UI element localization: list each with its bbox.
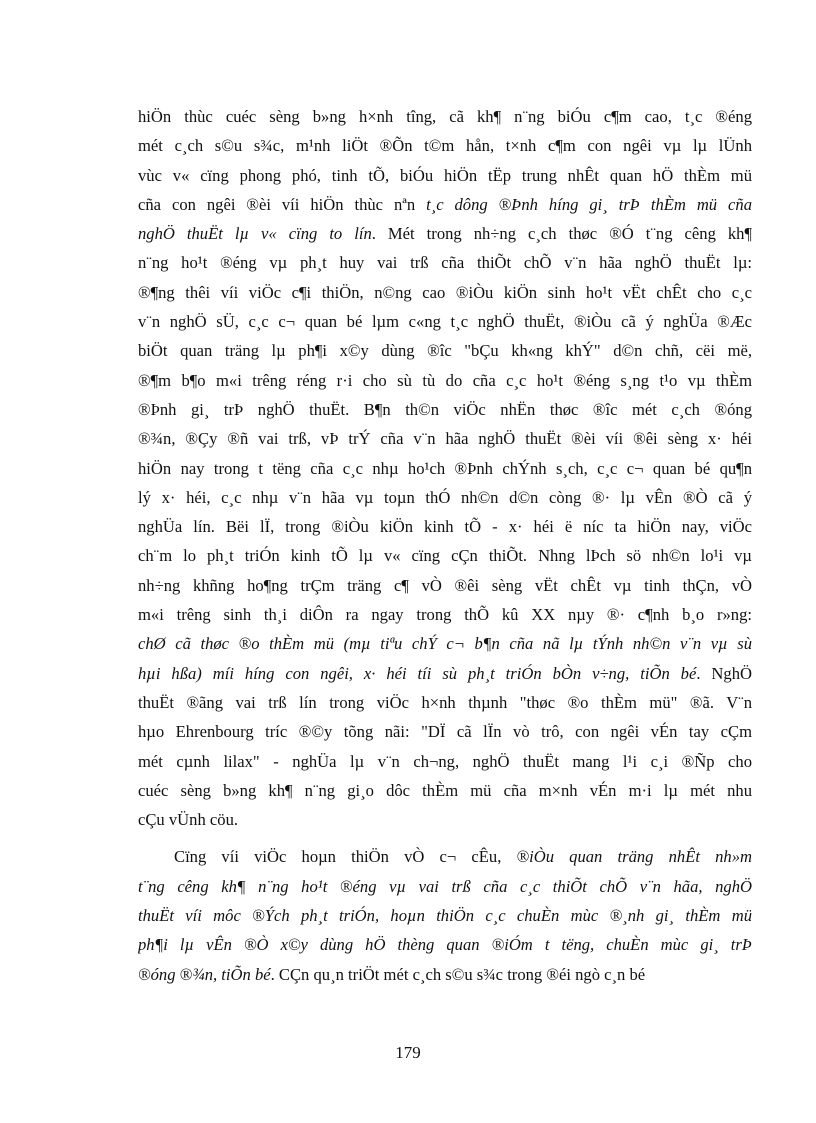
text-line: [138, 930, 752, 959]
text-run: ch¨m lo ph¸t triÓn kinh tÕ lµ v« cïng cÇn thiÕt. Nhng lÞch sö nh©n lo¹i vµ: [138, 546, 752, 566]
italic-text: nghÖ thuËt lµ v« cïng to lín: [138, 224, 372, 244]
text-run: vùc v« cïng phong phó, tinh tÕ, biÓu hiÖn tËp trung nhÊt quan hÖ thÈm mü: [138, 165, 752, 185]
italic-text: t¨ng cêng kh¶ n¨ng ho¹t ®éng vµ vai trß cña c¸c thiÕt chÕ v¨n hãa, nghÖ: [138, 876, 752, 896]
text-line: [138, 872, 752, 901]
text-run: v¨n nghÖ sÜ, c¸c c¬ quan bé lµm c«ng t¸c nghÖ thuËt, ®iÒu cã ý nghÜa ®Æc: [138, 312, 752, 332]
italic-text: thuËt víi môc ®Ých ph¸t triÓn, hoµn thiÖn c¸c chuÈn mùc ®¸nh gi¸ thÈm mü: [138, 906, 752, 926]
text-line: [138, 454, 752, 483]
text-line: [138, 776, 752, 805]
text-run: hµo Ehrenbourg tríc ®©y tõng nãi: "DÏ cã lÏn vò trô, con ngêi vÉn tay cÇm: [138, 722, 752, 742]
italic-text: hµi hßa) míi híng con ngêi, x· héi tíi sù ph¸t triÓn bÒn v÷ng, tiÕn bé: [138, 663, 697, 683]
paragraph: [138, 102, 752, 834]
text-line: [138, 541, 752, 570]
text-line: [138, 424, 752, 453]
text-run: hiÖn nay trong t tëng cña c¸c nhµ ho¹ch ®Þnh chÝnh s¸ch, c¸c c¬ quan bé qu¶n: [138, 458, 752, 478]
text-line: [138, 600, 752, 629]
italic-text: ®óng ®¾n, tiÕn bé: [138, 964, 271, 984]
text-run: ®Þnh gi¸ trÞ nghÖ thuËt. B¶n th©n viÖc nhËn thøc ®îc mét c¸ch ®óng: [138, 399, 752, 419]
text-line: [138, 512, 752, 541]
text-line: [138, 190, 752, 219]
page-body: [138, 102, 752, 989]
text-line: [138, 747, 752, 776]
text-run: mét c¸ch s©u s¾c, m¹nh liÖt ®Õn t©m hån, t×nh c¶m con ngêi vµ lµ lÜnh: [138, 136, 752, 156]
text-run: . CÇn qu¸n triÖt mét c¸ch s©u s¾c trong ®éi ngò c¸n bé: [270, 964, 646, 984]
text-line: [138, 960, 752, 989]
text-run: cÇu vÜnh cöu.: [138, 810, 239, 830]
text-run: lý x· héi, c¸c nhµ v¨n hãa vµ toµn thÓ nh©n d©n còng ®· lµ vÊn ®Ò cã ý: [138, 487, 752, 507]
text-line: [138, 395, 752, 424]
text-run: . NghÖ: [696, 663, 752, 683]
text-line: [138, 483, 752, 512]
text-line: [138, 805, 752, 834]
text-run: cña con ngêi ®èi víi hiÖn thùc nªn: [138, 194, 427, 214]
text-run: thuËt ®ãng vai trß lín trong viÖc h×nh thµnh "thøc ®o thÈm mü" ®ã. V¨n: [138, 692, 752, 712]
text-run: ®¶ng thêi víi viÖc c¶i thiÖn, n©ng cao ®iÒu kiÖn sinh ho¹t vËt chÊt cho c¸c: [138, 282, 752, 302]
italic-text: ph¶i lµ vÊn ®Ò x©y dùng hÖ thèng quan ®iÓm t tëng, chuÈn mùc gi¸ trÞ: [138, 935, 752, 955]
text-run: n¨ng ho¹t ®éng vµ ph¸t huy vai trß cña thiÕt chÕ v¨n hãa nghÖ thuËt lµ:: [138, 253, 752, 273]
text-run: ®¾n, ®Çy ®ñ vai trß, vÞ trÝ cña v¨n hãa nghÖ thuËt ®èi víi ®êi sèng x· héi: [138, 429, 752, 449]
text-line: [138, 102, 752, 131]
text-line: [138, 278, 752, 307]
text-run: m«i trêng sinh th¸i diÔn ra ngay trong thÕ kû XX nµy ®· c¶nh b¸o r»ng:: [138, 605, 752, 625]
italic-text: t¸c dông ®Þnh híng gi¸ trÞ thÈm mü cña: [426, 194, 752, 214]
text-line: [138, 688, 752, 717]
text-line: [138, 131, 752, 160]
text-line: [138, 219, 752, 248]
text-run: Cïng víi viÖc hoµn thiÖn vÒ c¬ cÊu,: [174, 847, 517, 867]
text-line: [138, 842, 752, 871]
text-run: nghÜa lín. Bëi lÏ, trong ®iÒu kiÖn kinh tÕ - x· héi ë níc ta hiÖn nay, viÖc: [138, 517, 752, 537]
text-run: nh÷ng khñng ho¶ng trÇm träng c¶ vÒ ®êi sèng vËt chÊt vµ tinh thÇn, vÒ: [138, 575, 752, 595]
text-run: ®¶m b¶o m«i trêng réng r·i cho sù tù do cña c¸c ho¹t ®éng s¸ng t¹o vµ thÈm: [138, 370, 752, 390]
text-line: [138, 336, 752, 365]
italic-text: chØ cã thøc ®o thÈm mü (mµ tiªu chÝ c¬ b¶n cña nã lµ tÝnh nh©n v¨n vµ sù: [138, 634, 752, 654]
text-run: biÖt quan träng lµ ph¶i x©y dùng ®îc "bÇu kh«ng khÝ" d©n chñ, cëi më,: [138, 341, 752, 361]
text-run: mét cµnh lilax" - nghÜa lµ v¨n ch¬ng, nghÖ thuËt mang l¹i c¸i ®Ñp cho: [138, 751, 752, 771]
text-line: [138, 307, 752, 336]
text-line: [138, 571, 752, 600]
text-run: . Mét trong nh÷ng c¸ch thøc ®Ó t¨ng cêng kh¶: [371, 224, 752, 244]
paragraph: [138, 842, 752, 988]
text-line: [138, 248, 752, 277]
text-line: [138, 717, 752, 746]
text-line: [138, 901, 752, 930]
text-run: cuéc sèng b»ng kh¶ n¨ng gi¸o dôc thÈm mü cña m×nh vÉn m·i lµ mét nhu: [138, 780, 752, 800]
italic-text: ®iÒu quan träng nhÊt nh»m: [516, 847, 752, 867]
text-line: [138, 659, 752, 688]
text-line: [138, 366, 752, 395]
text-line: [138, 161, 752, 190]
text-line: [138, 629, 752, 658]
text-run: hiÖn thùc cuéc sèng b»ng h×nh tîng, cã kh¶ n¨ng biÓu c¶m cao, t¸c ®éng: [138, 107, 752, 126]
page-number: 179: [395, 1043, 421, 1062]
